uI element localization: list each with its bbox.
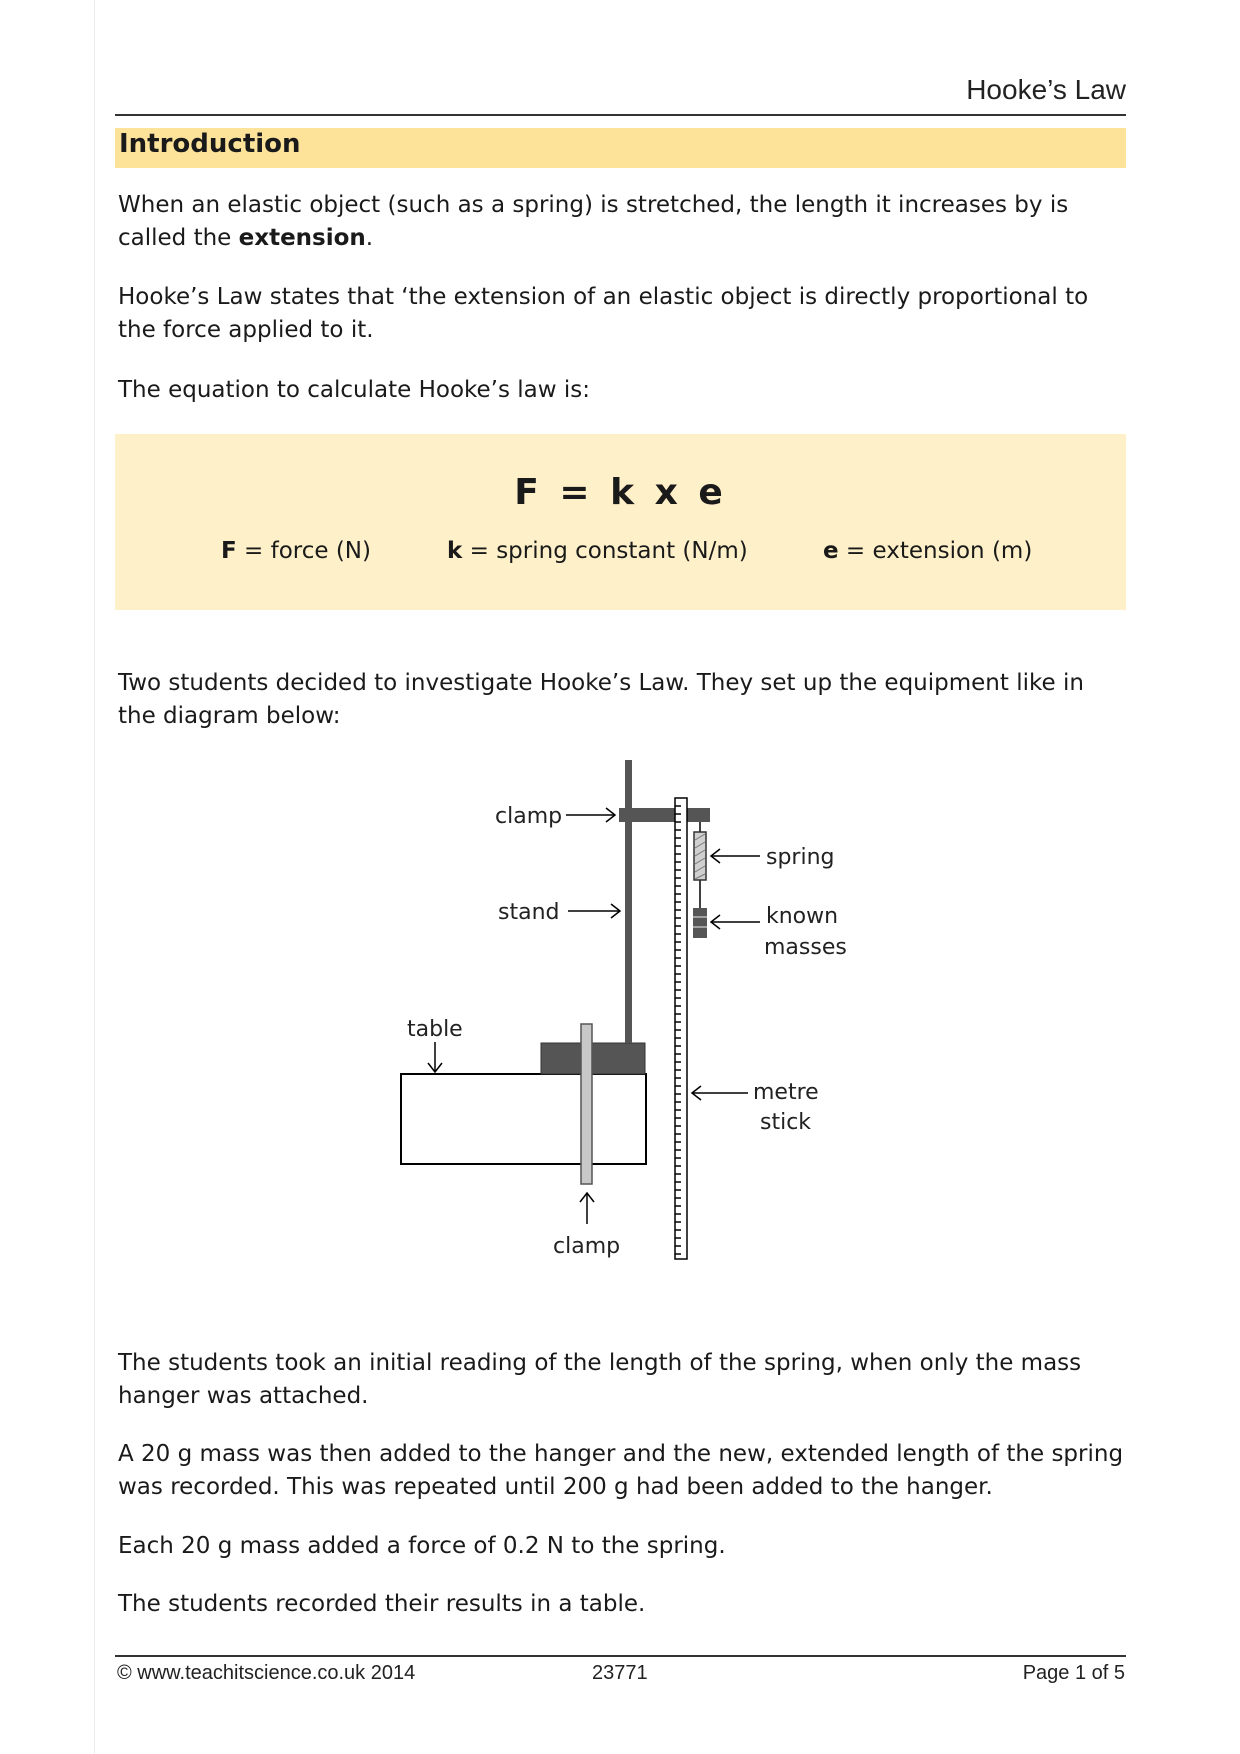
label-clamp-top: clamp [495, 804, 563, 829]
known-masses-shape [693, 908, 707, 938]
page-title: Hooke’s Law [966, 74, 1126, 105]
intro-text-end: . [365, 225, 374, 251]
term-extension: extension [238, 225, 366, 251]
footer-divider [115, 1655, 1126, 1657]
symbol-f: F [221, 538, 237, 564]
definition-spring-constant [447, 538, 748, 564]
top-clamp-bar [619, 808, 710, 822]
intro-paragraph-1 [118, 189, 1128, 255]
mass-divisions [693, 917, 707, 927]
arrow-clamp-top [566, 808, 615, 822]
spring-coils [695, 834, 705, 879]
label-metre: metre [753, 1080, 819, 1105]
symbol-k: k [447, 538, 463, 564]
table-shape [401, 1074, 646, 1164]
intro-paragraph-2: Hooke’s Law states that ‘the extension of an elastic object is directly proportional to the force applied to it. [118, 284, 1089, 343]
arrow-table [428, 1042, 442, 1072]
investigation-paragraph: Two students decided to investigate Hooke’s Law. They set up the equipment like in the diagram below: [118, 670, 1084, 729]
intro-paragraph-3: The equation to calculate Hooke’s law is: [118, 377, 591, 403]
arrow-known-masses [711, 915, 760, 929]
metre-stick-ticks [675, 806, 681, 1254]
label-known: known [766, 904, 839, 929]
definition-force-text: = force (N) [236, 538, 371, 564]
arrow-stand [568, 904, 620, 918]
stand-base [541, 1043, 645, 1074]
section-heading: Introduction [119, 129, 301, 159]
definition-extension [823, 538, 1032, 564]
label-table: table [407, 1017, 463, 1042]
equation-formula: F = k x e [514, 472, 727, 513]
method-paragraph-3: Each 20 g mass added a force of 0.2 N to the spring. [118, 1533, 726, 1559]
footer-code: 23771 [592, 1662, 648, 1684]
method-paragraph-4: The students recorded their results in a table. [118, 1591, 646, 1617]
metre-stick [675, 798, 687, 1259]
method-paragraph-1: The students took an initial reading of the length of the spring, when only the mass hanger was attached. [118, 1350, 1082, 1409]
symbol-e: e [823, 538, 839, 564]
bottom-clamp-rod [581, 1024, 592, 1184]
stand-rod [625, 760, 632, 1043]
definition-extension-text: = extension (m) [838, 538, 1033, 564]
arrow-clamp-bottom [580, 1193, 594, 1224]
footer-page-number: Page 1 of 5 [1022, 1662, 1125, 1684]
method-paragraph-2: A 20 g mass was then added to the hanger and the new, extended length of the spring was recorded. This was repeated until 200 g had been added to the hanger. [118, 1441, 1124, 1500]
arrow-spring [711, 849, 760, 863]
intro-text: When an elastic object (such as a spring) is stretched, the length it increases by is called the [118, 192, 1069, 251]
page-edge [94, 0, 95, 1754]
definition-force [221, 538, 371, 564]
label-stand: stand [498, 900, 560, 925]
label-clamp-bottom: clamp [553, 1234, 621, 1259]
footer-copyright: © www.teachitscience.co.uk 2014 [117, 1662, 416, 1684]
definition-spring-constant-text: = spring constant (N/m) [462, 538, 748, 564]
arrow-metre-stick [692, 1086, 748, 1100]
label-stick: stick [760, 1110, 812, 1135]
label-masses: masses [764, 935, 847, 960]
label-spring: spring [766, 845, 835, 870]
header-divider [115, 114, 1126, 116]
equation-box [115, 434, 1126, 610]
spring-shape [694, 832, 706, 880]
